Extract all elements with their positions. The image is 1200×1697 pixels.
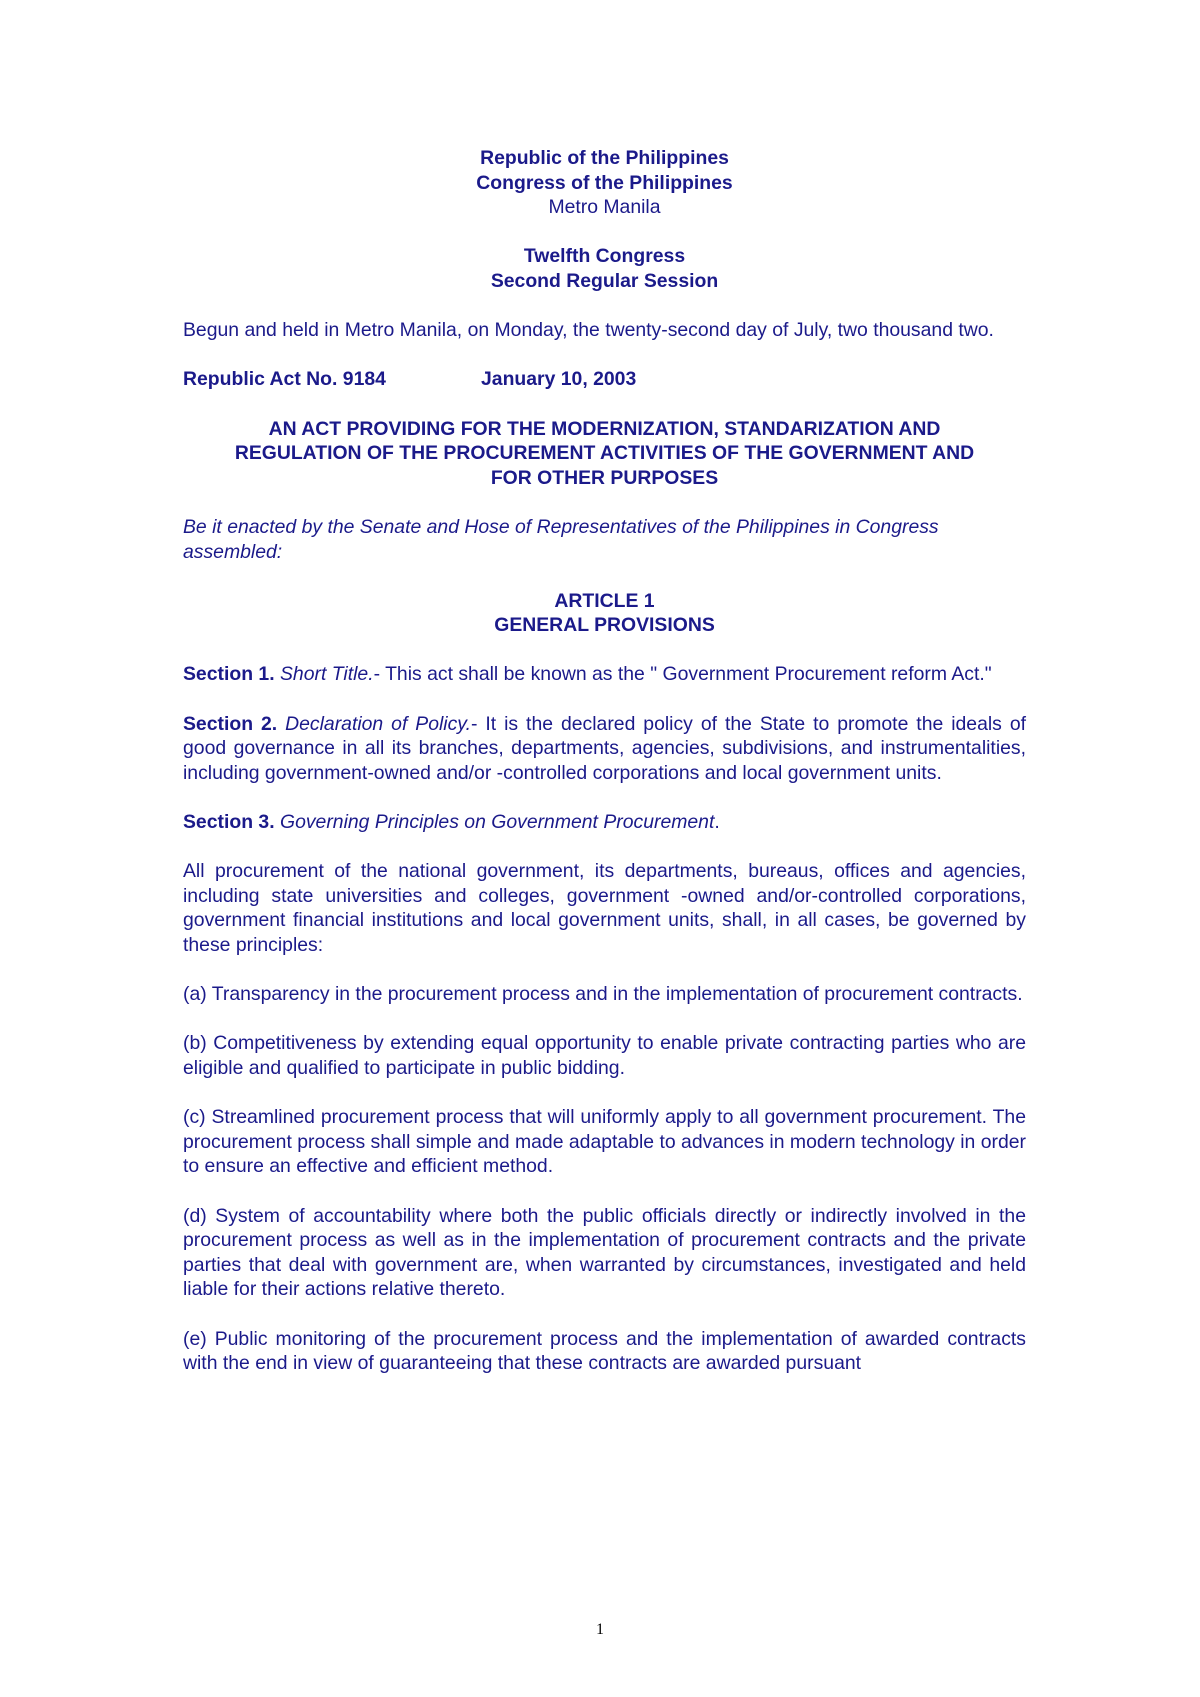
location-heading: Metro Manila [548,196,661,219]
section-label: Section 3. [183,811,275,834]
enacting-clause: Be it enacted by the Senate and Hose of Representatives of the Philippines in Congress assembled: [183,515,939,563]
article-number: ARTICLE 1 [554,589,655,612]
document-body [183,146,1026,1376]
republic-heading: Republic of the Philippines [480,147,729,169]
act-date: January 10, 2003 [481,368,637,391]
section-text: - It is the declared policy of the State to promote the ideals of good governance in all its branches, departments, agencies, subdivisions, and instrumentalities, including government-owned and/or -controlled corporations and local government units. [183,712,1026,784]
principle-item: (e) Public monitoring of the procurement process and the implementation of awarded contracts with the end in view of guaranteeing that these contracts are awarded pursuant [183,1327,1026,1375]
act-line [183,367,1026,392]
begun-paragraph: Begun and held in Metro Manila, on Monday, the twenty-second day of July, two thousand two. [183,319,994,342]
section-heading: Short Title. [280,663,374,686]
section-2 [183,712,1026,786]
principle-item: (c) Streamlined procurement process that will uniformly apply to all government procurement. The procurement process shall simple and made adaptable to advances in modern technology in order to ensure an effective and efficient method. [183,1106,1026,1178]
act-title-line: AN ACT PROVIDING FOR THE MODERNIZATION, STANDARIZATION AND [268,417,941,440]
act-title [183,417,1026,491]
act-title-line: FOR OTHER PURPOSES [490,466,719,489]
section-heading: Governing Principles on Government Procurement [280,811,715,834]
section-label: Section 1. [183,663,275,686]
principle-item: (d) System of accountability where both the public officials directly or indirectly involved in the procurement process as well as in the implementation of procurement contracts and the private parties that deal with government are, when warranted by circumstances, investigated and held liable for their actions relative thereto. [183,1204,1026,1301]
section-text: - This act shall be known as the " Government Procurement reform Act." [373,663,992,686]
principle-item: (b) Competitiveness by extending equal opportunity to enable private contracting parties who are eligible and qualified to participate in public bidding. [183,1032,1026,1079]
section-3 [183,810,1026,835]
article-name: GENERAL PROVISIONS [494,614,715,637]
section-label: Section 2. [183,712,278,735]
section-1 [183,662,1026,687]
session-name: Second Regular Session [490,269,719,292]
congress-number: Twelfth Congress [523,245,686,268]
congress-heading: Congress of the Philippines [476,171,733,194]
section-heading-end: . [714,811,720,834]
page-number: 1 [596,1621,604,1638]
act-number: Republic Act No. 9184 [183,368,386,391]
section-heading: Declaration of Policy. [285,712,471,735]
principle-item: (a) Transparency in the procurement process and in the implementation of procurement contracts. [183,983,1023,1006]
section-3-intro: All procurement of the national government, its departments, bureaus, offices and agencies, including state universities and colleges, government -owned and/or-controlled corporations, government financial institutions and local government units, shall, in all cases, be governed by these principles: [183,860,1026,956]
act-title-line: REGULATION OF THE PROCUREMENT ACTIVITIES OF THE GOVERNMENT AND [234,442,975,465]
